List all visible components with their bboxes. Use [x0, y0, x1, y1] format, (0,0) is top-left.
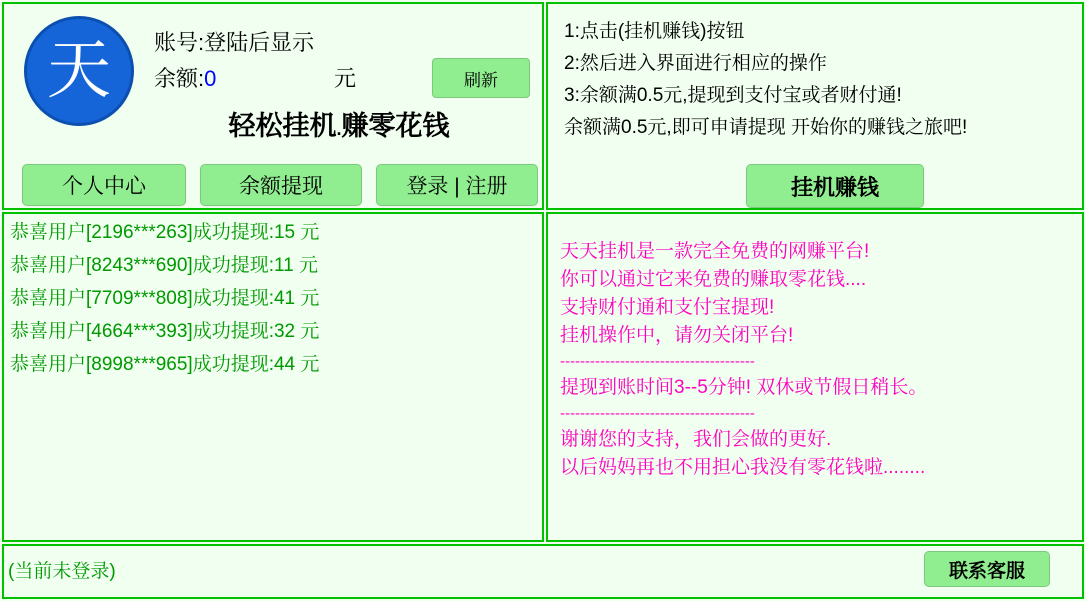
instruction-line-1: 1:点击(挂机赚钱)按钮: [564, 21, 745, 42]
platform-info-panel: [546, 212, 1084, 542]
login-status-text: (当前未登录): [8, 561, 116, 582]
slogan-main: 轻松挂机: [228, 111, 337, 141]
balance-value: 0: [204, 66, 217, 91]
list-item: 恭喜用户[2196***263]成功提现:15 元: [10, 222, 320, 243]
balance-unit: 元: [334, 66, 357, 91]
status-bar: [2, 544, 1084, 599]
personal-center-button[interactable]: 个人中心: [22, 164, 186, 206]
account-panel: [2, 2, 544, 210]
balance-row: [154, 62, 216, 93]
slogan-dot: .: [336, 119, 342, 139]
app-logo: [24, 16, 134, 126]
logo-glyph: 天: [47, 34, 111, 108]
withdraw-feed-panel: [2, 212, 544, 542]
balance-label: 余额:: [154, 66, 205, 91]
login-register-button[interactable]: 登录 | 注册: [376, 164, 538, 206]
refresh-button[interactable]: 刷新: [432, 58, 530, 98]
info-separator-1: ---------------------------------------: [560, 353, 755, 370]
list-item: 恭喜用户[7709***808]成功提现:41 元: [10, 288, 320, 309]
list-item: 恭喜用户[8998***965]成功提现:44 元: [10, 354, 320, 375]
list-item: 恭喜用户[4664***393]成功提现:32 元: [10, 321, 320, 342]
hangup-earn-button[interactable]: 挂机赚钱: [746, 164, 924, 208]
instruction-line-2: 2:然后进入界面进行相应的操作: [564, 53, 827, 74]
account-id-label: 账号:登陆后显示: [154, 30, 315, 55]
info-line-4: 挂机操作中，请勿关闭平台!: [560, 325, 794, 346]
info-line-1: 天天挂机是一款完全免费的网赚平台!: [560, 241, 870, 262]
list-item: 恭喜用户[8243***690]成功提现:11 元: [10, 255, 318, 276]
slogan: [154, 104, 524, 143]
balance-withdraw-button[interactable]: 余额提现: [200, 164, 362, 206]
info-line-5: 提现到账时间3--5分钟! 双休或节假日稍长。: [560, 377, 928, 398]
info-line-7: 以后妈妈再也不用担心我没有零花钱啦........: [560, 457, 926, 478]
info-separator-2: ---------------------------------------: [560, 405, 755, 422]
instructions-panel: [546, 2, 1084, 210]
info-line-2: 你可以通过它来免费的赚取零花钱....: [560, 269, 867, 290]
instruction-line-3: 3:余额满0.5元,提现到支付宝或者财付通!: [564, 85, 902, 106]
info-line-6: 谢谢您的支持，我们会做的更好.: [560, 429, 832, 450]
instruction-line-4: 余额满0.5元,即可申请提现 开始你的赚钱之旅吧!: [564, 117, 968, 138]
slogan-tail: 赚零花钱: [341, 111, 450, 141]
contact-support-button[interactable]: 联系客服: [924, 551, 1050, 587]
info-line-3: 支持财付通和支付宝提现!: [560, 297, 775, 318]
